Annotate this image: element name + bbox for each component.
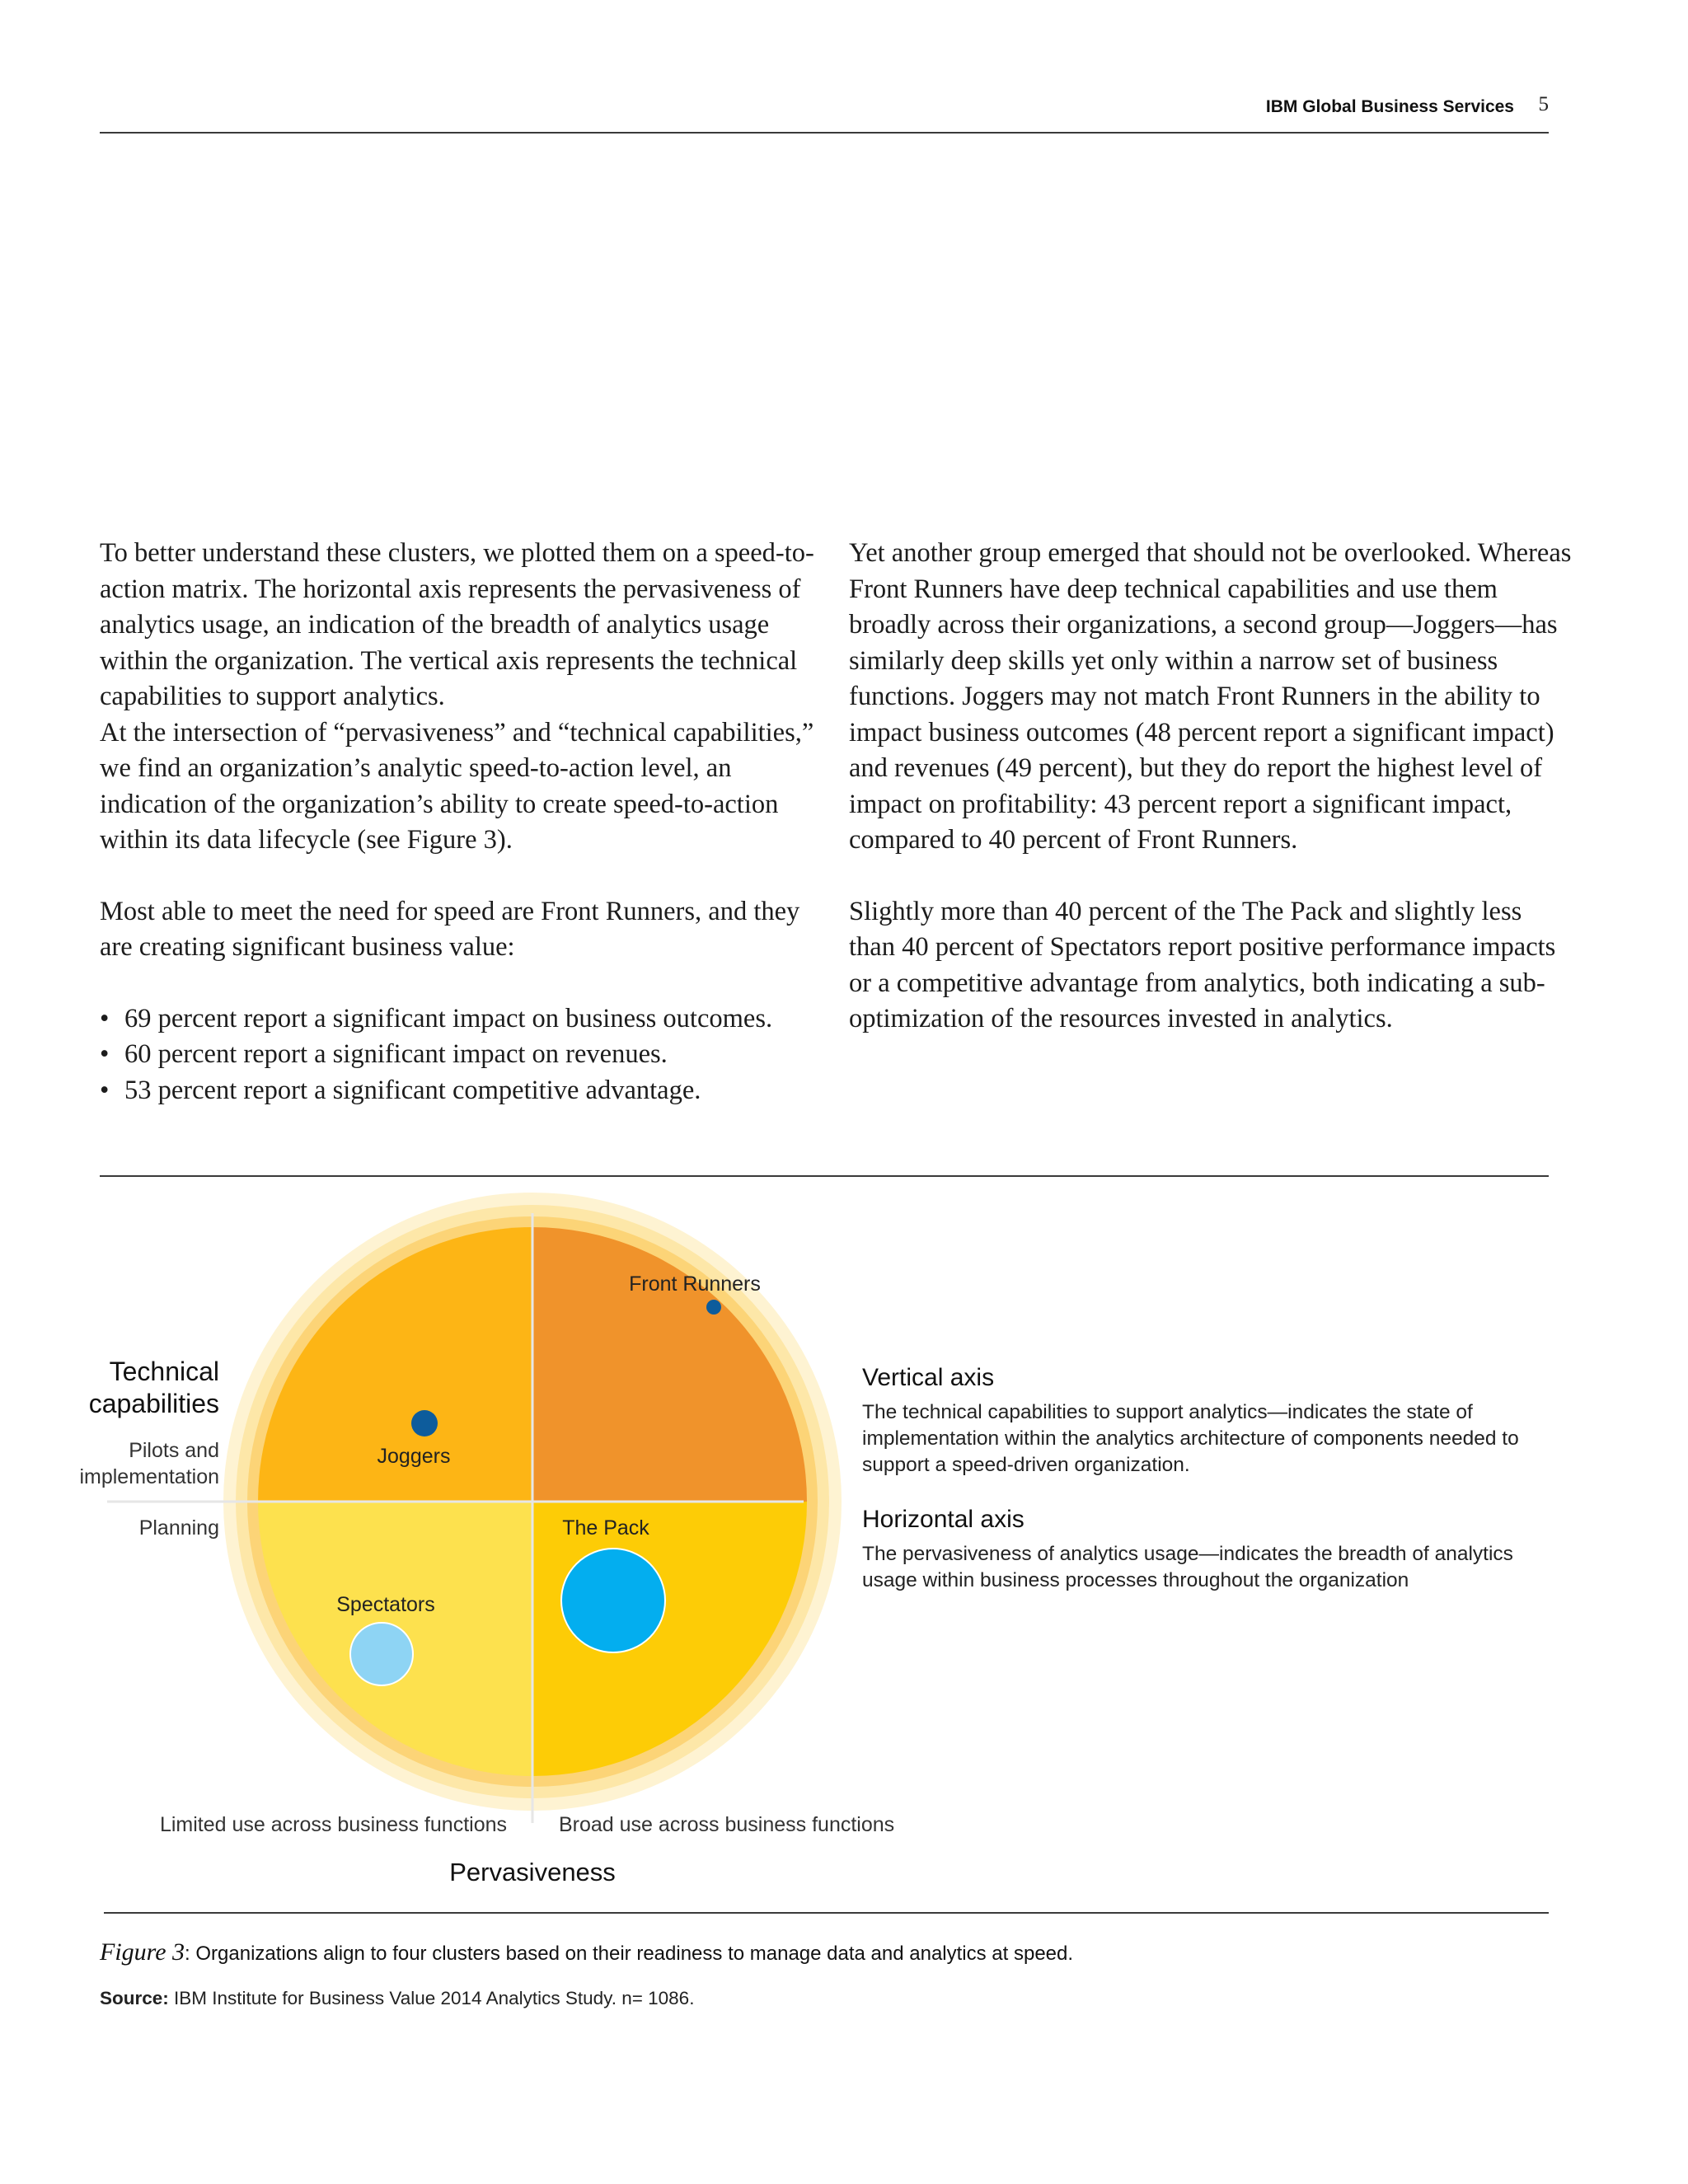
label-joggers: Joggers <box>377 1445 451 1468</box>
x-axis-title: Pervasiveness <box>449 1858 616 1886</box>
y-axis-title-line2: capabilities <box>88 1389 219 1418</box>
header-brand: IBM Global Business Services <box>1265 97 1514 116</box>
figure-source <box>100 1988 694 2009</box>
horizontal-axis-description: The pervasiveness of analytics usage—indicates the breadth of analytics usage within business processes throughout the organization <box>862 1543 1513 1591</box>
bubble-front-runners <box>706 1300 721 1315</box>
figure-bottom-rule <box>104 1912 1549 1914</box>
page-header <box>100 91 1549 134</box>
vertical-axis-heading: Vertical axis <box>862 1364 995 1391</box>
y-high-label-line1: Pilots and <box>129 1439 219 1462</box>
figure-source-label: Source: <box>100 1988 169 2008</box>
label-front-runners: Front Runners <box>629 1272 761 1296</box>
label-spectators: Spectators <box>336 1593 435 1616</box>
right-paragraph-2: Slightly more than 40 percent of the The Pack and slightly less than 40 percent of Spectators report positive performance impacts or a competitive advantage from analytics, both indicating a sub-optimization of the resources invested in analytics. <box>849 896 1556 1033</box>
bubble-the-pack <box>561 1549 665 1652</box>
figure-caption-text: : Organizations align to four clusters based on their readiness to manage data and analytics at speed. <box>185 1943 1074 1965</box>
left-paragraph-1: To better understand these clusters, we plotted them on a speed-to-action matrix. The horizontal axis represents the pervasiveness of analytics usage, an indication of the breadth of analytics usage within the organization. The vertical axis represents the technical capabilities to support analytics. <box>100 538 814 711</box>
y-high-label-line2: implementation <box>79 1465 219 1488</box>
figure-caption-label: Figure 3 <box>100 1938 185 1966</box>
horizontal-axis-heading: Horizontal axis <box>862 1506 1025 1533</box>
right-paragraph-1: Yet another group emerged that should not be overlooked. Whereas Front Runners have deep technical capabilities and use them broadly across their organizations, a second group—Joggers—has similarly deep skills yet only within a narrow set of business functions. Joggers may not match Front Runners in the ability to impact business outcomes (48 percent report a significant impact) and revenues (49 percent), but they do report the highest level of impact on profitability: 43 percent report a significant impact, compared to 40 percent of Front Runners. <box>849 538 1572 855</box>
label-the-pack: The Pack <box>562 1516 649 1540</box>
bullet-item: • 60 percent report a significant impact on revenues. <box>100 1037 825 1073</box>
figure-source-text: IBM Institute for Business Value 2014 Analytics Study. n= 1086. <box>168 1988 695 2008</box>
figure-caption <box>100 1938 1073 1966</box>
bullet-item: • 53 percent report a significant competitive advantage. <box>100 1073 825 1109</box>
y-low-label: Planning <box>138 1516 219 1540</box>
page-number: 5 <box>1538 93 1549 115</box>
bubble-joggers <box>411 1410 438 1436</box>
bullet-list <box>100 1001 825 1109</box>
left-paragraph-2: At the intersection of “pervasiveness” and “technical capabilities,” we find an organization’s analytic speed-to-action level, an indication of the organization’s ability to create speed-to-action within its data lifecycle (see Figure 3). <box>100 717 814 855</box>
x-low-label: Limited use across business functions <box>159 1813 507 1836</box>
left-paragraph-3: Most able to meet the need for speed are Front Runners, and they are creating significant business value: <box>100 896 800 962</box>
bullet-item: • 69 percent report a significant impact on business outcomes. <box>100 1001 825 1038</box>
x-high-label: Broad use across business functions <box>559 1813 895 1836</box>
bubble-spectators <box>350 1623 413 1685</box>
vertical-axis-description: The technical capabilities to support analytics—indicates the state of implementation within the analytics architecture of components needed to support a speed-driven organization. <box>862 1401 1519 1476</box>
speed-to-action-matrix <box>0 1177 989 1912</box>
y-axis-title-line1: Technical <box>109 1357 219 1386</box>
left-column <box>100 536 825 1108</box>
right-column <box>849 536 1574 1038</box>
